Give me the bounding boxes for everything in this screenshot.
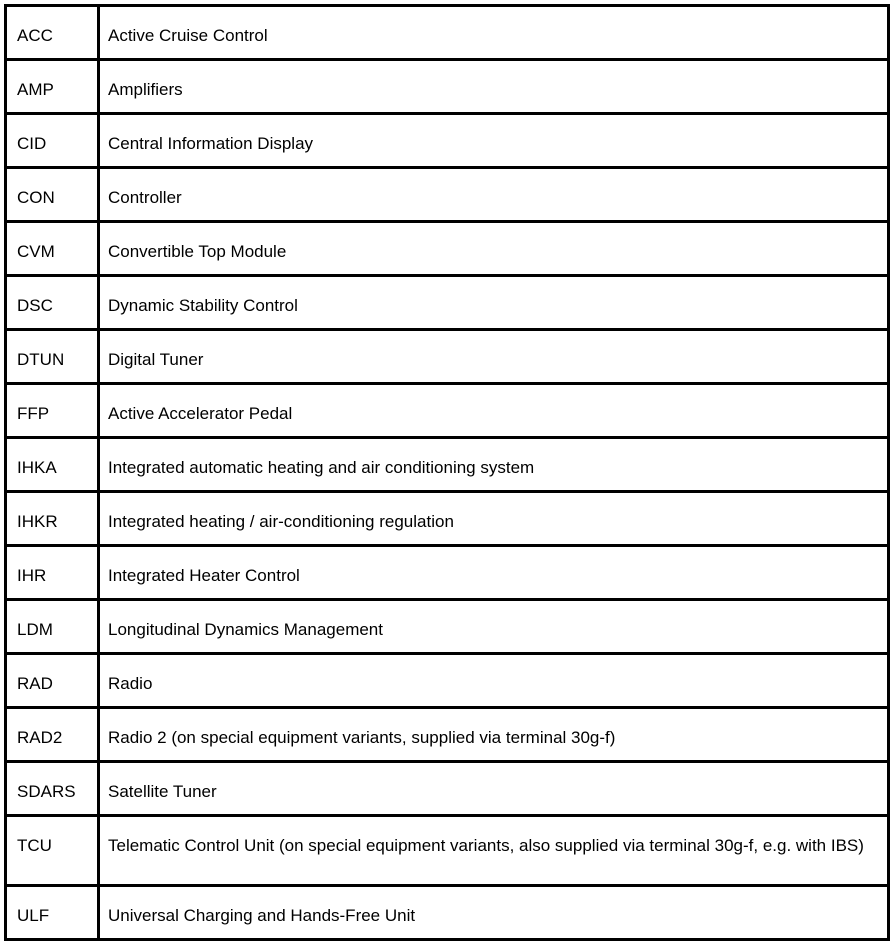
table-row [6,438,889,492]
description-cell: Central Information Display [99,114,889,168]
description-cell: Digital Tuner [99,330,889,384]
table-row [6,60,889,114]
abbreviation-cell: RAD2 [6,708,99,762]
table-row [6,886,889,940]
table-row [6,114,889,168]
abbreviation-cell: IHR [6,546,99,600]
description-cell: Satellite Tuner [99,762,889,816]
abbreviation-cell: DSC [6,276,99,330]
description-cell: Longitudinal Dynamics Management [99,600,889,654]
abbreviation-cell: IHKR [6,492,99,546]
abbreviation-table [4,4,890,941]
description-cell: Universal Charging and Hands-Free Unit [99,886,889,940]
abbreviation-cell: SDARS [6,762,99,816]
abbreviation-cell: IHKA [6,438,99,492]
description-cell: Amplifiers [99,60,889,114]
table-row [6,6,889,60]
table-row [6,654,889,708]
table-row [6,600,889,654]
abbreviation-cell: DTUN [6,330,99,384]
abbreviation-cell: AMP [6,60,99,114]
description-cell: Integrated automatic heating and air conditioning system [99,438,889,492]
table-row [6,546,889,600]
table-row [6,276,889,330]
description-cell: Radio [99,654,889,708]
description-cell: Controller [99,168,889,222]
abbreviation-cell: ULF [6,886,99,940]
table-row [6,762,889,816]
abbreviation-cell: TCU [6,816,99,886]
description-cell: Active Accelerator Pedal [99,384,889,438]
abbreviation-cell: CVM [6,222,99,276]
abbreviation-cell: CON [6,168,99,222]
description-cell: Active Cruise Control [99,6,889,60]
table-row [6,708,889,762]
table-row [6,492,889,546]
description-cell: Integrated heating / air-conditioning regulation [99,492,889,546]
description-cell: Radio 2 (on special equipment variants, supplied via terminal 30g-f) [99,708,889,762]
description-cell: Dynamic Stability Control [99,276,889,330]
abbreviation-cell: CID [6,114,99,168]
table-row [6,330,889,384]
table-row [6,168,889,222]
abbreviation-cell: ACC [6,6,99,60]
table-row [6,816,889,886]
table-row [6,222,889,276]
description-cell: Integrated Heater Control [99,546,889,600]
description-cell: Convertible Top Module [99,222,889,276]
table-row [6,384,889,438]
abbreviation-cell: LDM [6,600,99,654]
abbreviation-cell: RAD [6,654,99,708]
description-cell: Telematic Control Unit (on special equipment variants, also supplied via terminal 30g-f, e.g. with IBS) [99,816,889,886]
abbreviation-cell: FFP [6,384,99,438]
